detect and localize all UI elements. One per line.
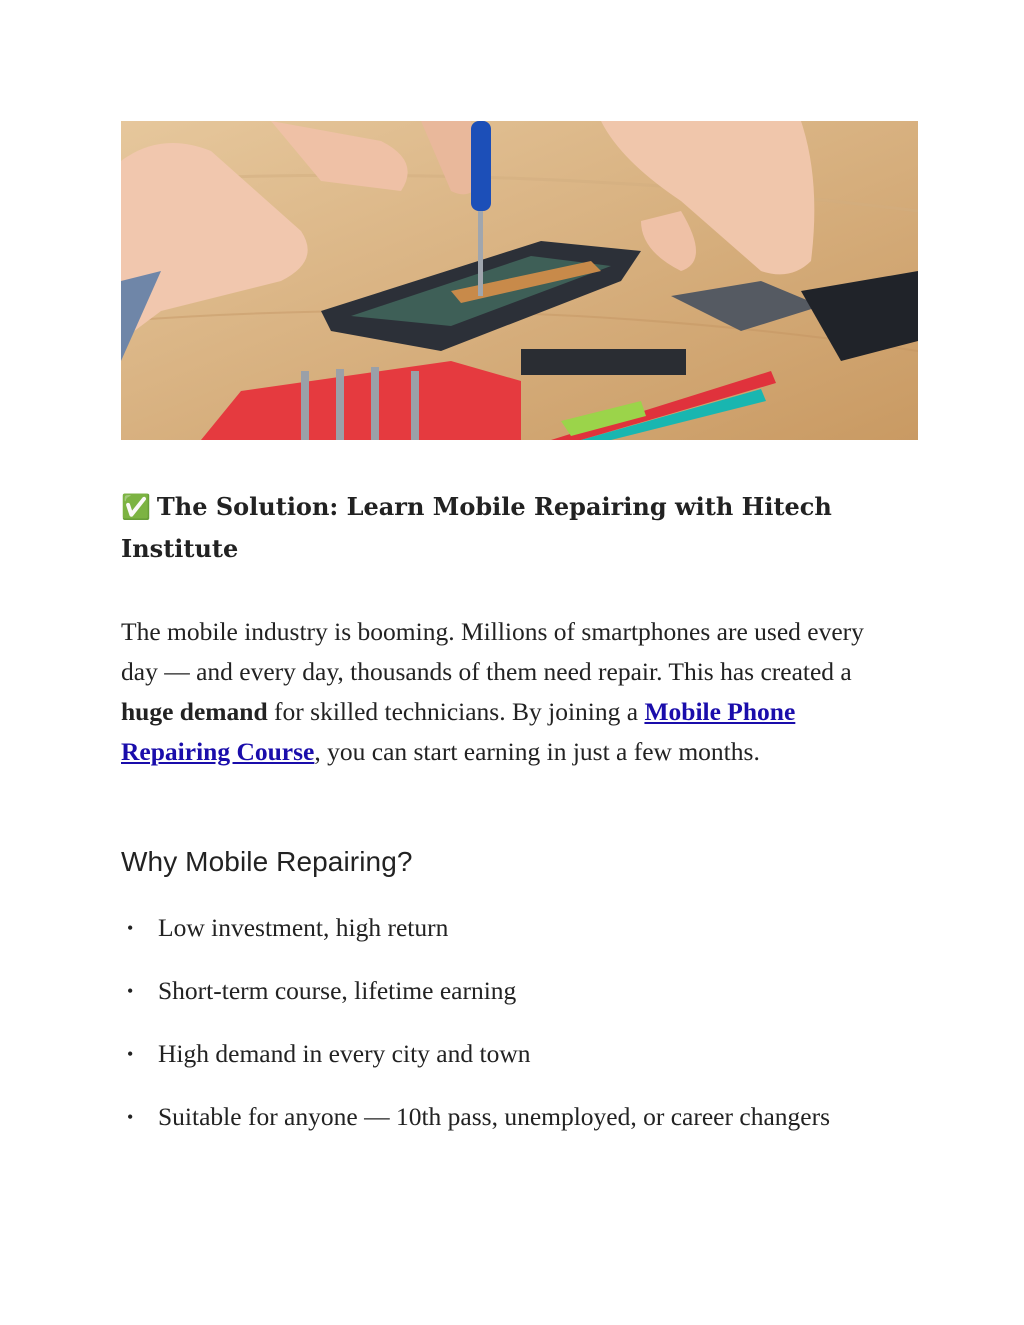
paragraph-text-2: for skilled technicians. By joining a — [267, 697, 645, 726]
hero-photo — [121, 121, 918, 440]
list-item — [121, 1095, 921, 1158]
bullet-icon: • — [127, 918, 134, 938]
check-mark-icon: ✅ — [121, 493, 151, 521]
list-item-text: Low investment, high return — [158, 913, 449, 942]
phone-repair-illustration — [121, 121, 918, 440]
bullet-icon: • — [127, 1044, 134, 1064]
intro-paragraph — [121, 612, 901, 772]
list-item-text: High demand in every city and town — [158, 1039, 531, 1068]
solution-heading — [121, 486, 911, 569]
paragraph-text-3: , you can start earning in just a few months. — [314, 737, 760, 766]
paragraph-bold: huge demand — [121, 697, 268, 726]
bullet-icon: • — [127, 981, 134, 1001]
solution-heading-text: The Solution: Learn Mobile Repairing with Hitech Institute — [121, 492, 832, 563]
course-link[interactable]: Mobile Phone Repairing Course — [121, 697, 796, 766]
list-item — [121, 1032, 921, 1095]
list-item — [121, 969, 921, 1032]
list-item — [121, 906, 921, 969]
bullet-icon: • — [127, 1107, 134, 1127]
reasons-list — [121, 906, 921, 1158]
list-item-text: Suitable for anyone — 10th pass, unemployed, or career changers — [158, 1102, 830, 1131]
why-heading: Why Mobile Repairing? — [121, 846, 413, 877]
paragraph-text-1: The mobile industry is booming. Millions of smartphones are used every day — and every day, thousands of them need repair. This has created a — [121, 617, 864, 686]
list-item-text: Short-term course, lifetime earning — [158, 976, 517, 1005]
